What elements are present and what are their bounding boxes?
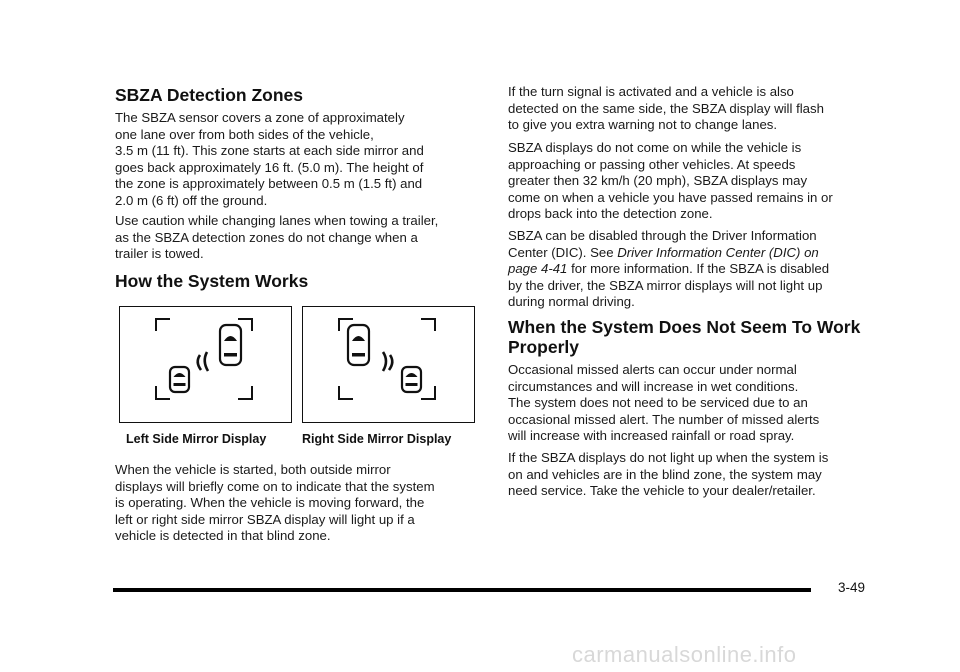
left-mirror-caption: Left Side Mirror Display	[126, 432, 267, 446]
dic-reference-link[interactable]: Driver Information Center (DIC) on	[617, 244, 819, 260]
detected-vehicle-icon	[170, 367, 189, 392]
footer-rule	[113, 588, 811, 592]
paragraph-system-operation: When the vehicle is started, both outside mirror displays will briefly come on to indicate that the system is operating. When the vehicle is moving forward, the left or right side mirror SBZA display will light up if a vehicle is detected in that blind zone.	[115, 462, 435, 544]
left-mirror-display-figure	[119, 306, 292, 423]
right-mirror-illustration	[303, 307, 476, 424]
right-mirror-caption: Right Side Mirror Display	[302, 432, 452, 446]
signal-wave-icon	[383, 352, 392, 371]
paragraph-displays-speed: SBZA displays do not come on while the vehicle is approaching or passing other vehicles. At speeds greater then 32 km/h (20 mph), SBZA displays may come on when a vehicle you have passed remains in or drops back into the detection zone.	[508, 140, 833, 222]
left-mirror-illustration	[120, 307, 293, 424]
page-number: 3-49	[838, 580, 866, 595]
signal-wave-icon	[198, 352, 208, 371]
paragraph-service-needed: If the SBZA displays do not light up when the system is on and vehicles are in the blind zone, the system may need service. Take the vehicle to your dealer/retailer.	[508, 450, 829, 499]
watermark: carmanualsonline.info	[572, 642, 797, 667]
right-mirror-display-figure	[302, 306, 475, 423]
host-vehicle-icon	[220, 325, 241, 365]
paragraph-turn-signal: If the turn signal is activated and a vehicle is also detected on the same side, the SBZA display will flash to give you extra warning not to change lanes.	[508, 84, 824, 133]
paragraph-detection-zone: The SBZA sensor covers a zone of approximately one lane over from both sides of the vehicle, 3.5 m (11 ft). This zone starts at each side mirror and goes back approximately 16 ft. (5.0 m). The height of the zone is approximately between 0.5 m (1.5 ft) and 2.0 m (6 ft) off the ground.	[115, 110, 424, 208]
paragraph-missed-alerts: Occasional missed alerts can occur under normal circumstances and will increase in wet conditions. The system does not need to be serviced due to an occasional missed alert. The number of missed alerts will increase with increased rainfall or road spray.	[508, 362, 820, 444]
paragraph-disable-sbza: SBZA can be disabled through the Driver Information Center (DIC). See Driver Information Center (DIC) on page 4-41 for more information. If the SBZA is disabled by the driver, the SBZA mirror displays will not light up during normal driving.	[508, 228, 830, 310]
heading-system-not-working-line2: Properly	[508, 337, 579, 357]
detected-vehicle-icon	[402, 367, 421, 392]
heading-system-not-working-line1: When the System Does Not Seem To Work	[508, 317, 861, 337]
page-reference-link[interactable]: page 4-41	[508, 261, 568, 277]
heading-how-system-works: How the System Works	[115, 271, 309, 291]
paragraph-towing-caution: Use caution while changing lanes when towing a trailer, as the SBZA detection zones do not change when a trailer is towed.	[115, 213, 439, 262]
heading-sbza-detection-zones: SBZA Detection Zones	[115, 85, 303, 105]
host-vehicle-icon	[348, 325, 369, 365]
